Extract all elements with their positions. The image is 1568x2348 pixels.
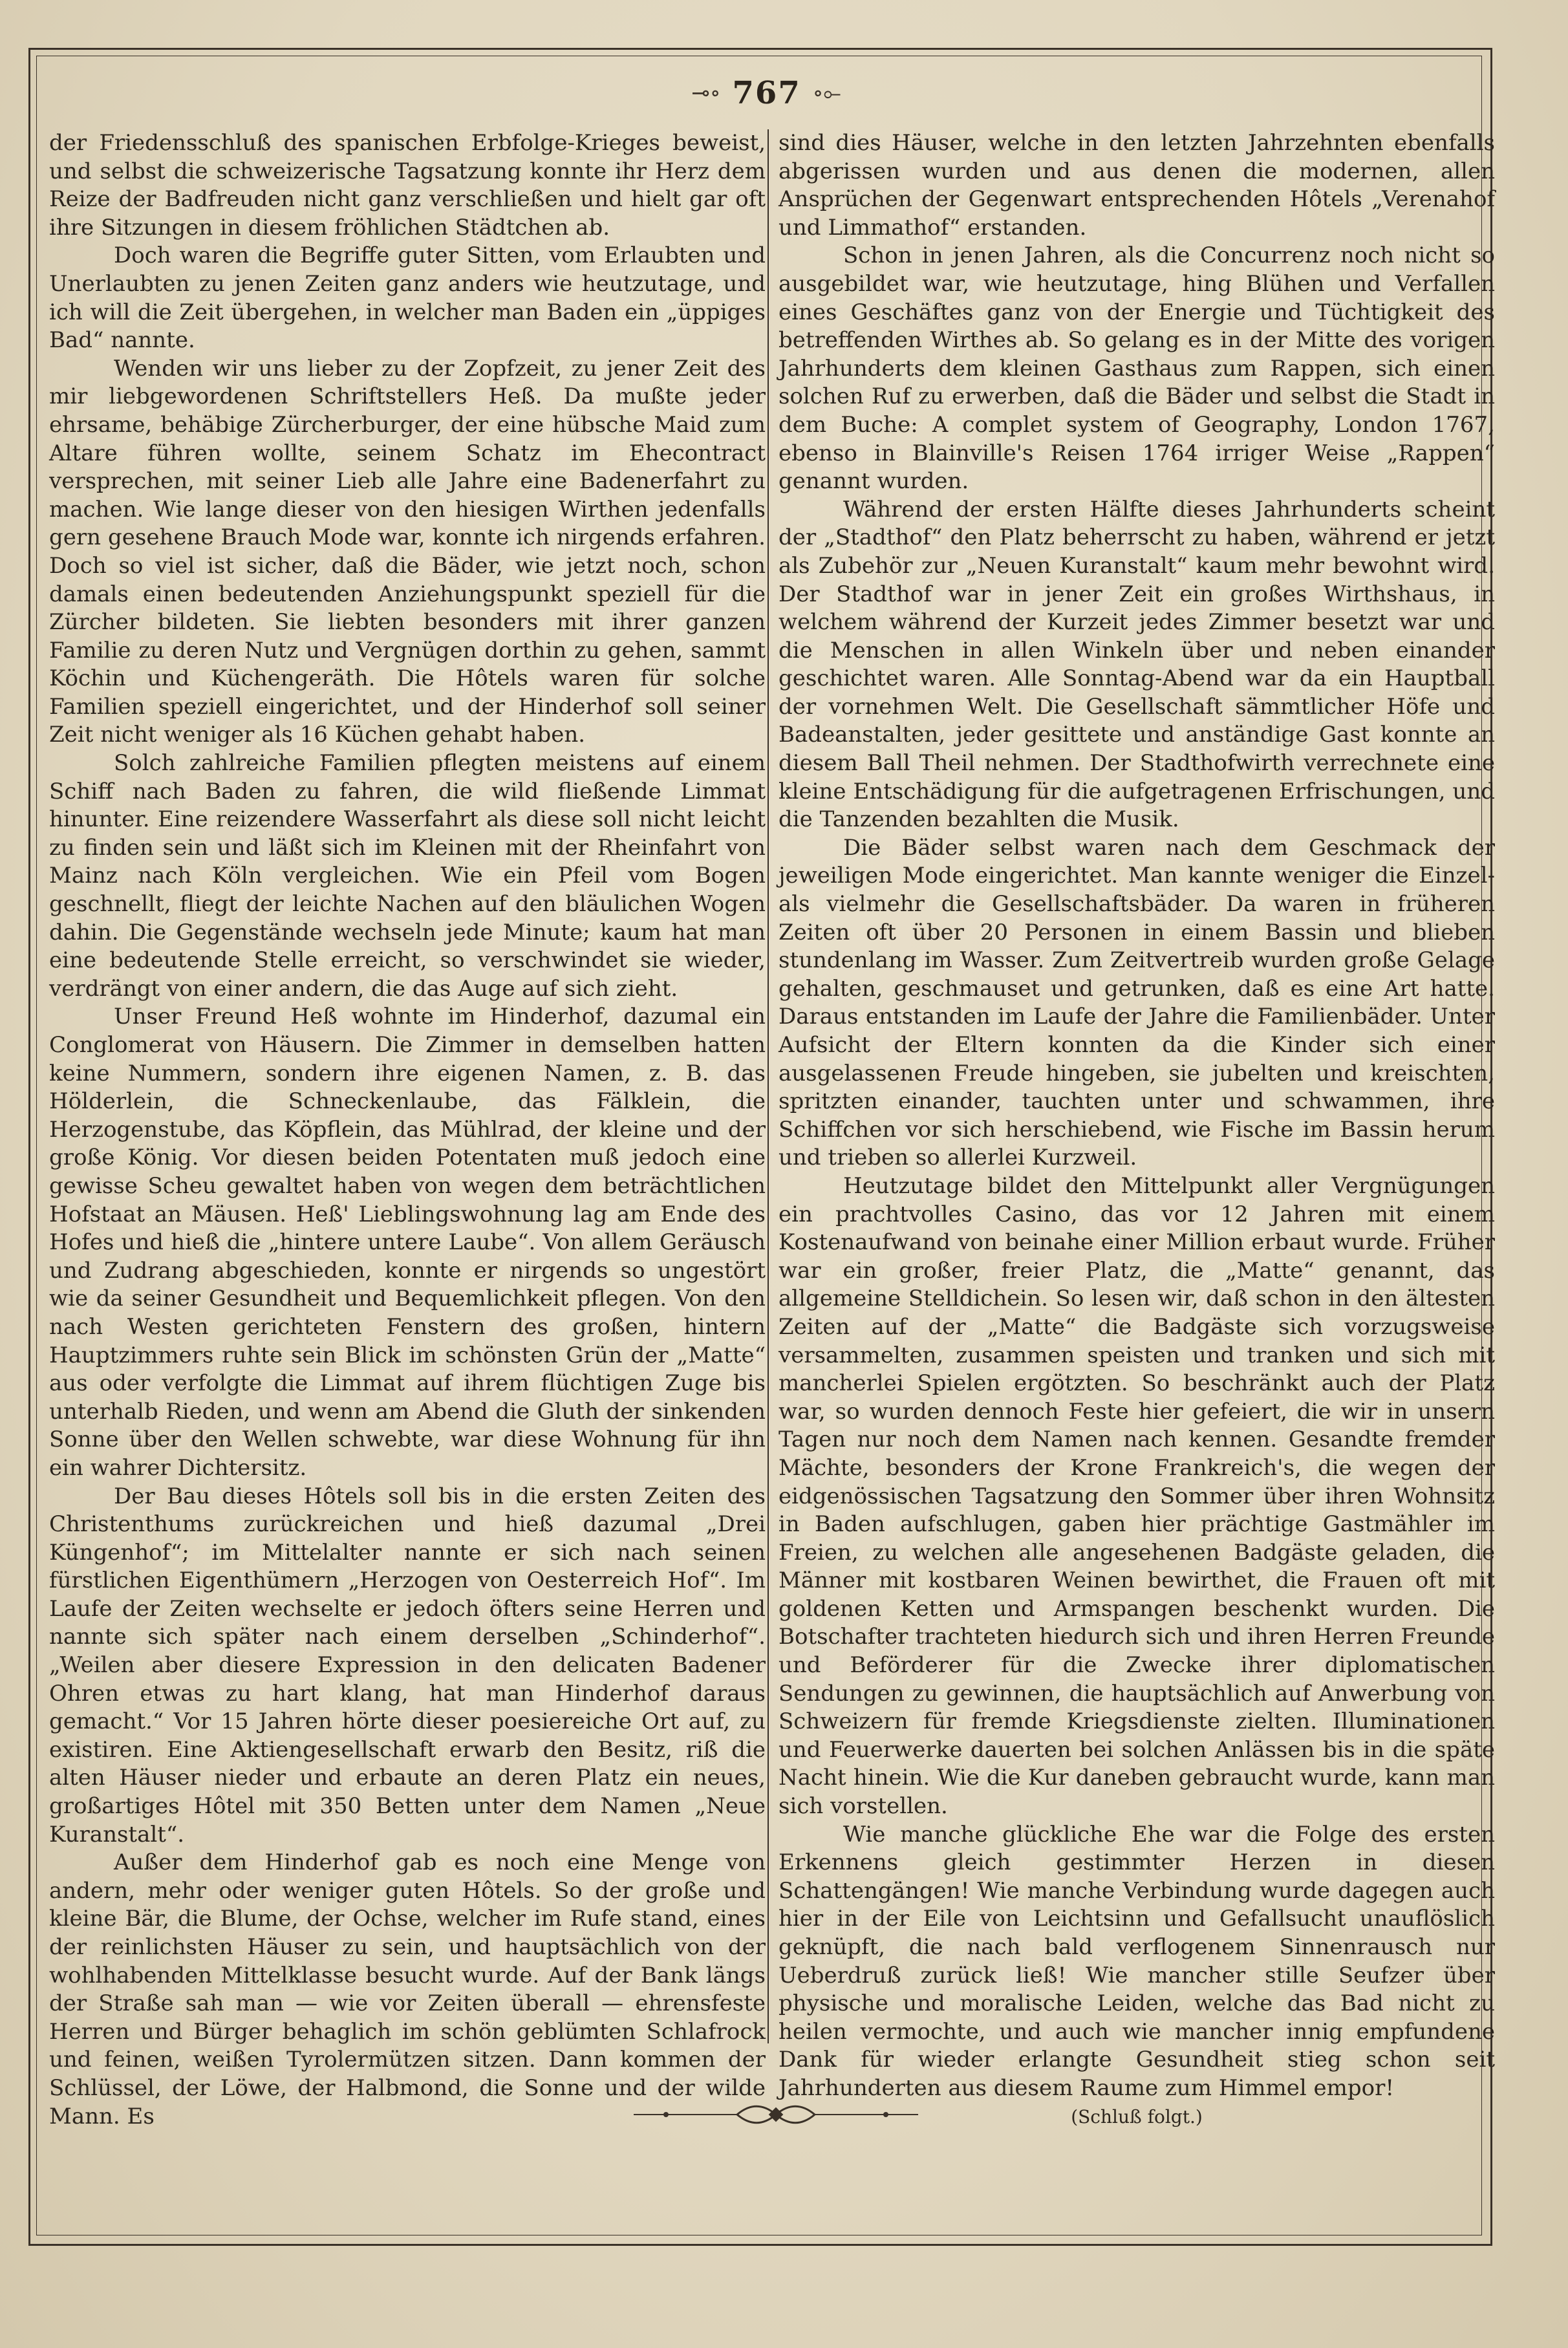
paragraph: der Friedensschluß des spanischen Erbfolge-Krieges beweist, und selbst die schweizerische Tagsatzung konnte ihr Herz dem Reize der Badfreuden nicht ganz verschließen und hielt gar oft ihre Sitzungen in diesem fröhlichen Städtchen ab. <box>49 130 766 241</box>
to-be-continued-note: (Schluß folgt.) <box>1071 2106 1203 2127</box>
page-header <box>672 67 860 119</box>
paragraph: Solch zahlreiche Familien pflegten meistens auf einem Schiff nach Baden zu fahren, die wild fließende Limmat hinunter. Eine reizendere Wasserfahrt als diese soll nicht leicht zu finden sein und läßt sich im Kleinen mit der Rheinfahrt von Mainz nach Köln vergleichen. Wie ein Pfeil vom Bogen geschnellt, fliegt der leichte Nachen auf den bläulichen Wogen dahin. Die Gegenstände wechseln jede Minute; kaum hat man eine bedeutende Stelle erreicht, so verschwindet sie wieder, verdrängt von einer andern, die das Auge auf sich zieht. <box>49 750 766 1002</box>
paragraph: Während der ersten Hälfte dieses Jahrhunderts scheint der „Stadthof“ den Platz beherrscht zu haben, während er jetzt als Zubehör zur „Neuen Kuranstalt“ kaum mehr bewohnt wird. Der Stadthof war in jener Zeit ein großes Wirthshaus, in welchem während der Kurzeit jedes Zimmer besetzt war und die Menschen in allen Winkeln über und neben einander geschichtet waren. Alle Sonntag-Abend war da ein Hauptball der vornehmen Welt. Die Gesellschaft sämmtlicher Höfe und Badeanstalten, jeder gesittete und anständige Gast konnte an diesem Ball Theil nehmen. Der Stadthofwirth verrechnete eine kleine Entschädigung für die aufgetragenen Erfrischungen, und die Tanzenden bezahlten die Musik. <box>779 496 1495 833</box>
paragraph: Wenden wir uns lieber zu der Zopfzeit, zu jener Zeit des mir liebgewordenen Schriftstellers Heß. Da mußte jeder ehrsame, behäbige Zürcherburger, der eine hübsche Maid zum Altare führen wollte, seinem Schatz im Ehecontract versprechen, mit seiner Lieb alle Jahre eine Badenerfahrt zu machen. Wie lange dieser von den hiesigen Wirthen jedenfalls gern gesehene Brauch Mode war, konnte ich nirgends erfahren. Doch so viel ist sicher, daß die Bäder, wie jetzt noch, schon damals einen bedeutenden Anziehungspunkt speziell für die Zürcher bildeten. Sie liebten besonders mit ihrer ganzen Familie zu deren Nutz und Vergnügen dorthin zu gehen, sammt Köchin und Küchengeräth. Die Hôtels waren für solche Familien speziell eingerichtet, und der Hinderhof soll seiner Zeit nicht weniger als 16 Küchen gehabt haben. <box>49 355 766 748</box>
end-ornament-icon <box>614 2095 938 2134</box>
paragraph: Doch waren die Begriffe guter Sitten, vom Erlaubten und Unerlaubten zu jenen Zeiten ganz anders wie heutzutage, und ich will die Zeit übergehen, in welcher man Baden ein „üppiges Bad“ nannte. <box>49 242 766 354</box>
page-number: 767 <box>732 75 801 111</box>
left-column <box>49 129 766 2131</box>
paragraph: Heutzutage bildet den Mittelpunkt aller Vergnügungen ein prachtvolles Casino, das vor 12 Jahren mit einem Kostenaufwand von beinahe einer Million erbaut wurde. Früher war ein großer, freier Platz, die „Matte“ genannt, das allgemeine Stelldichein. So lesen wir, daß schon in den ältesten Zeiten auf der „Matte“ die Badgäste sich vorzugsweise versammelten, zusammen speisten und tranken und sich mit mancherlei Spielen ergötzten. So beschränkt auch der Platz war, so wurden dennoch Feste hier gefeiert, die wir in unsern Tagen nur noch dem Namen nach kennen. Gesandte fremder Mächte, besonders der Krone Frankreich's, die wegen der eidgenössischen Tagsatzung den Sommer über ihren Wohnsitz in Baden aufschlugen, gaben hier prächtige Gastmähler im Freien, zu welchen alle angesehenen Badgäste geladen, die Männer mit kostbaren Weinen bewirthet, die Frauen oft mit goldenen Ketten und Armspangen beschenkt wurden. Die Botschafter trachteten hiedurch sich und ihren Herren Freunde und Beförderer für die Zwecke ihrer diplomatischen Sendungen zu gewinnen, die hauptsächlich auf Anwerbung von Schweizern für fremde Kriegsdienste zielten. Illuminationen und Feuerwerke dauerten bei solchen Anlässen bis in die späte Nacht hinein. Wie die Kur daneben gebraucht wurde, kann man sich vorstellen. <box>779 1172 1495 1820</box>
column-divider <box>768 129 769 2043</box>
right-column <box>779 129 1495 2131</box>
paragraph: Unser Freund Heß wohnte im Hinderhof, dazumal ein Conglomerat von Häusern. Die Zimmer in demselben hatten keine Nummern, sondern ihre eigenen Namen, z. B. das Hölderlein, die Schneckenlaube, das Fälklein, die Herzogenstube, das Köpflein, das Mühlrad, der kleine und der große König. Vor diesen beiden Potentaten muß jedoch eine gewisse Scheu gewaltet haben von wegen dem beträchtlichen Hofstaat an Mäusen. Heß' Lieblingswohnung lag am Ende des Hofes und hieß die „hintere untere Laube“. Von allem Geräusch und Zudrang abgeschieden, konnte er nirgends so ungestört wie da seiner Gesundheit und Bequemlichkeit pflegen. Von den nach Westen gerichteten Fenstern des großen, hintern Hauptzimmers ruhte sein Blick im schönsten Grün der „Matte“ aus oder verfolgte die Limmat auf ihrem flüchtigen Zuge bis unterhalb Rieden, und wenn am Abend die Gluth der sinkenden Sonne über den Wellen schwebte, war diese Wohnung für ihn ein wahrer Dichtersitz. <box>49 1004 766 1481</box>
right-ornament-icon: ∘⟜ <box>812 80 841 106</box>
paragraph: Die Bäder selbst waren nach dem Geschmack der jeweiligen Mode eingerichtet. Man kannte weniger die Einzel- als vielmehr die Gesellschaftsbäder. Da waren in früheren Zeiten oft über 20 Personen in einem Bassin und blieben stundenlang im Wasser. Zum Zeitvertreib wurden große Gelage gehalten, geschmauset und getrunken, daß es eine Art hatte. Daraus entstanden im Laufe der Jahre die Familienbäder. Unter Aufsicht der Eltern konnten da die Kinder sich einer ausgelassenen Freude hingeben, sie jubelten und kreischten, spritzten einander, tauchten unter und schwammen, ihre Schiffchen vor sich herschiebend, wie Fische im Bassin herum und trieben so allerlei Kurzweil. <box>779 834 1495 1171</box>
paragraph: Schon in jenen Jahren, als die Concurrenz noch nicht so ausgebildet war, wie heutzutage, hing Blühen und Verfallen eines Geschäftes ganz von der Energie und Tüchtigkeit des betreffenden Wirthes ab. So gelang es in der Mitte des vorigen Jahrhunderts dem kleinen Gasthaus zum Rappen, sich einen solchen Ruf zu erwerben, daß die Bäder und selbst die Stadt in dem Buche: A complet system of Geography, London 1767, ebenso in Blainville's Reisen 1764 irriger Weise „Rappen“ genannt wurden. <box>779 242 1495 495</box>
paragraph: Außer dem Hinderhof gab es noch eine Menge von andern, mehr oder weniger guten Hôtels. So der große und kleine Bär, die Blume, der Ochse, welcher im Rufe stand, eines der reinlichsten Häuser zu sein, und hauptsächlich von der wohlhabenden Mittelklasse besucht wurde. Auf der Bank längs der Straße sah man — wie vor Zeiten überall — ehrensfeste Herren und Bürger behaglich im schön geblümten Schlafrock und feinen, weißen Tyrolermützen sitzen. Dann kommen der Schlüssel, der Löwe, der Halbmond, die Sonne und der wilde Mann. Es <box>49 1849 766 2129</box>
paragraph: Wie manche glückliche Ehe war die Folge des ersten Erkennens gleich gestimmter Herzen in diesen Schattengängen! Wie manche Verbindung wurde dagegen auch hier in der Eile von Leichtsinn und Gefallsucht unauflöslich geknüpft, die nach bald verflogenem Sinnenrausch nur Ueberdruß zurück ließ! Wie mancher stille Seufzer über physische und moralische Leiden, welche das Bad nicht zu heilen vermochte, und auch wie mancher innig empfundene Dank für wieder erlangte Gesundheit stieg schon seit Jahrhunderten aus diesem Raume zum Himmel empor! <box>779 1821 1495 2101</box>
paragraph: Der Bau dieses Hôtels soll bis in die ersten Zeiten des Christenthums zurückreichen und hieß dazumal „Drei Küngenhof“; im Mittelalter nannte er sich nach seinen fürstlichen Eigenthümern „Herzogen von Oesterreich Hof“. Im Laufe der Zeiten wechselte er jedoch öfters seine Herren und nannte sich später nach einem derselben „Schinderhof“. „Weilen aber diesere Expression in den delicaten Badener Ohren etwas zu hart klang, hat man Hinderhof daraus gemacht.“ Vor 15 Jahren hörte dieser poesiereiche Ort auf, zu existiren. Eine Aktiengesellschaft erwarb den Besitz, riß die alten Häuser nieder und erbaute an deren Platz ein neues, großartiges Hôtel mit 350 Betten unter dem Namen „Neue Kuranstalt“. <box>49 1483 766 1847</box>
left-ornament-icon: ⊸∘ <box>691 80 721 106</box>
paragraph: sind dies Häuser, welche in den letzten Jahrzehnten ebenfalls abgerissen wurden und aus denen die modernen, allen Ansprüchen der Gegenwart entsprechenden Hôtels „Verenahof und Limmathof“ erstanden. <box>779 130 1495 241</box>
